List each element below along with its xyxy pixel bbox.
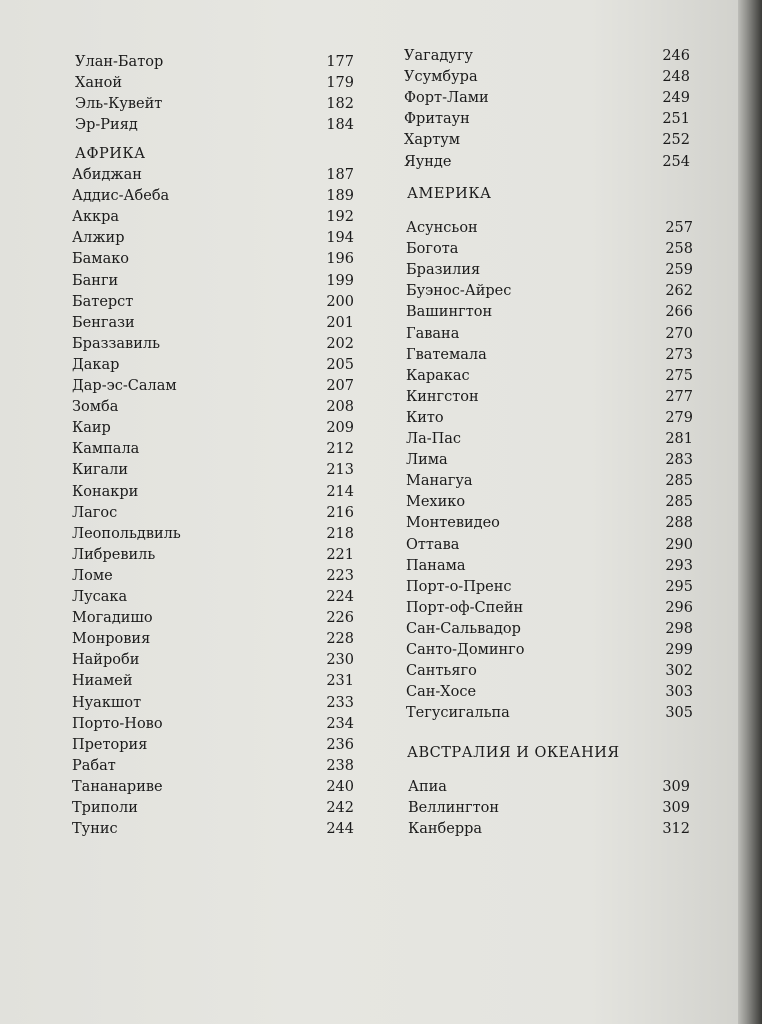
index-entry [406,682,693,703]
index-entry [406,450,693,471]
index-entry [72,482,354,503]
city-name: Санто-Доминго [406,642,525,658]
index-entry [72,165,354,186]
index-entry [72,460,354,481]
index-entry [406,640,693,661]
page-number: 309 [662,800,690,817]
city-name: Лима [406,452,448,469]
section-heading-america: АМЕРИКА [407,186,492,202]
city-name: Аккра [72,209,120,226]
index-entry [72,313,354,334]
city-name: Лагос [72,504,118,521]
page-number: 212 [326,441,354,458]
page-number: 266 [665,304,693,321]
page-number: 231 [326,673,354,690]
city-name: Тунис [72,821,118,838]
city-name: Нуакшот [72,694,142,711]
city-name: Буэнос-Айрес [406,283,512,300]
page-number: 295 [665,578,693,595]
page-number: 182 [326,96,354,113]
index-entry [72,249,354,270]
index-entry [75,73,354,94]
city-name: Улан-Батор [75,54,164,70]
page-number: 246 [662,48,690,64]
index-entry [72,587,354,608]
page-number: 209 [326,420,354,437]
city-name: Ломе [72,567,113,584]
page-number: 249 [662,90,690,107]
index-entry [406,598,693,619]
city-name: Могадишо [72,610,153,627]
page-number: 187 [326,167,354,183]
index-entry [72,777,354,798]
index-entry [72,397,354,418]
index-entry [406,260,693,281]
city-name: Сантьяго [406,663,477,680]
city-name: Гавана [406,325,460,342]
index-entry [72,629,354,650]
index-entry [406,324,693,345]
city-name: Порто-Ново [72,715,163,732]
page-number: 233 [326,694,354,711]
section-heading-africa: АФРИКА [75,146,146,162]
city-name: Усумбура [404,69,478,86]
page-number: 179 [326,75,354,92]
city-name: Тегусигальпа [406,705,510,722]
city-name: Кито [406,409,444,426]
page-number: 252 [662,132,690,149]
city-name: Бенгази [72,314,135,331]
page-number: 207 [326,378,354,394]
page-number: 283 [665,452,693,469]
index-entry [406,429,693,450]
city-name: Ханой [75,75,123,92]
page-number: 305 [665,705,693,722]
city-name: Канберра [408,821,483,838]
page-number: 259 [665,262,693,279]
page-number: 194 [326,230,354,247]
city-name: Кампала [72,441,140,458]
page-number: 251 [662,111,690,128]
page-number: 230 [326,652,354,669]
page-number: 273 [665,346,693,363]
city-name: Сан-Сальвадор [406,620,521,637]
page-number: 200 [326,293,354,310]
page-number: 254 [662,153,690,170]
page-number: 223 [326,567,354,584]
city-name: Конакри [72,483,139,500]
page-number: 202 [326,335,354,352]
page-number: 312 [662,821,690,838]
city-name: Оттава [406,536,460,553]
index-entry [72,545,354,566]
city-name: Банги [72,272,119,289]
city-name: Апиа [408,779,447,795]
page-edge [738,0,762,1024]
index-entry [404,67,690,88]
index-entry [72,566,354,587]
page-number: 216 [326,504,354,521]
section-heading-oceania: АВСТРАЛИЯ И ОКЕАНИЯ [407,745,620,761]
page-number: 189 [326,188,354,205]
city-name: Рабат [72,757,116,774]
page-number: 303 [665,684,693,701]
city-name: Фритаун [404,111,470,128]
index-entry [72,418,354,439]
index-entry [406,387,693,408]
index-entry [408,777,690,798]
index-entry [406,535,693,556]
page-number: 281 [665,431,693,447]
page-number: 270 [665,325,693,342]
index-entry [72,376,354,397]
index-entry [406,492,693,513]
city-name: Триполи [72,800,138,816]
index-entry [72,735,354,756]
page-number: 302 [665,663,693,680]
page-number: 290 [665,536,693,553]
index-entry [72,292,354,313]
page-number: 285 [665,473,693,490]
index-entry [406,345,693,366]
page-number: 236 [326,736,354,753]
city-name: Алжир [72,230,125,247]
city-name: Дар-эс-Салам [72,378,177,394]
page-number: 226 [326,610,354,627]
index-entry [406,218,693,239]
page-number: 240 [326,778,354,795]
page-number: 208 [326,399,354,416]
city-name: Асунсьон [406,220,478,236]
index-entry [72,671,354,692]
index-entry [75,52,354,73]
city-name: Монтевидео [406,515,500,532]
city-name: Богота [406,241,459,258]
city-name: Бамако [72,251,130,268]
city-name: Ниамей [72,673,133,690]
index-entry [404,109,690,130]
city-name: Браззавиль [72,335,160,352]
index-entry [72,756,354,777]
city-name: Абиджан [72,167,142,183]
index-entry [406,703,693,724]
city-name: Мехико [406,494,466,511]
city-name: Лусака [72,589,128,605]
index-entry [406,281,693,302]
index-entry [72,608,354,629]
index-entry [75,94,354,115]
page-number: 262 [665,283,693,300]
city-name: Сан-Хосе [406,684,477,701]
city-name: Уагадугу [404,48,473,64]
city-name: Бразилия [406,262,481,279]
city-name: Гватемала [406,346,487,363]
index-entry [406,556,693,577]
index-entry [72,207,354,228]
index-entry [406,661,693,682]
page-number: 293 [665,557,693,574]
page-number: 242 [326,800,354,816]
page-number: 218 [326,525,354,542]
city-name: Ла-Пас [406,431,462,447]
page-number: 279 [665,409,693,426]
index-entry [72,650,354,671]
city-name: Зомба [72,399,119,416]
index-entry [72,355,354,376]
index-entry [406,408,693,429]
page-number: 244 [326,821,354,838]
index-entry [406,513,693,534]
index-entry [408,798,690,819]
index-entry [75,115,354,136]
city-name: Леопольдвиль [72,525,181,542]
city-name: Форт-Лами [404,90,489,107]
page-number: 184 [326,117,354,134]
index-entry [72,714,354,735]
page-number: 299 [665,642,693,658]
index-entry [404,46,690,67]
index-entry [408,819,690,840]
city-name: Каир [72,420,111,437]
index-entry [404,152,690,173]
city-name: Порт-оф-Спейн [406,599,524,616]
city-name: Тананариве [72,778,163,795]
index-entry [72,524,354,545]
page-number: 277 [665,388,693,405]
page-number: 258 [665,241,693,258]
index-entry [72,819,354,840]
index-entry [404,88,690,109]
city-name: Кингстон [406,388,479,405]
city-name: Эль-Кувейт [75,96,163,113]
page-number: 248 [662,69,690,86]
city-name: Веллингтон [408,800,500,817]
city-name: Хартум [404,132,461,149]
city-name: Эр-Рияд [75,117,138,134]
city-name: Найроби [72,652,140,669]
city-name: Либревиль [72,546,156,563]
page-number: 257 [665,220,693,236]
page-number: 214 [326,483,354,500]
city-name: Батерст [72,293,134,310]
page-number: 205 [326,356,354,373]
index-entry [72,503,354,524]
index-entry [406,577,693,598]
page-number: 285 [665,494,693,511]
page-number: 288 [665,515,693,532]
index-entry [406,239,693,260]
index-entry [72,228,354,249]
city-name: Каракас [406,367,470,384]
city-name: Аддис-Абеба [72,188,170,205]
page-number: 221 [326,546,354,563]
index-entry [406,302,693,323]
index-entry [72,693,354,714]
index-entry [406,366,693,387]
city-name: Манагуа [406,473,473,490]
page-number: 275 [665,367,693,384]
page-number: 213 [326,462,354,479]
page-number: 196 [326,251,354,268]
index-entry [72,271,354,292]
index-entry [72,439,354,460]
page-number: 201 [326,314,354,331]
page-number: 234 [326,715,354,732]
city-name: Монровия [72,631,151,648]
page-number: 238 [326,757,354,774]
index-entry [72,798,354,819]
city-name: Претория [72,736,148,753]
page-number: 298 [665,620,693,637]
city-name: Порт-о-Пренс [406,578,512,595]
city-name: Яунде [404,153,452,170]
page-number: 199 [326,272,354,289]
page-number: 309 [662,779,690,795]
page-number: 228 [326,631,354,648]
city-name: Кигали [72,462,129,479]
index-entry [72,186,354,207]
page-number: 192 [326,209,354,226]
index-entry [406,471,693,492]
index-entry [72,334,354,355]
page-number: 224 [326,589,354,605]
city-name: Панама [406,557,466,574]
page-number: 296 [665,599,693,616]
city-name: Вашингтон [406,304,493,321]
index-entry [406,619,693,640]
index-entry [404,130,690,151]
page-number: 177 [326,54,354,70]
city-name: Дакар [72,356,120,373]
